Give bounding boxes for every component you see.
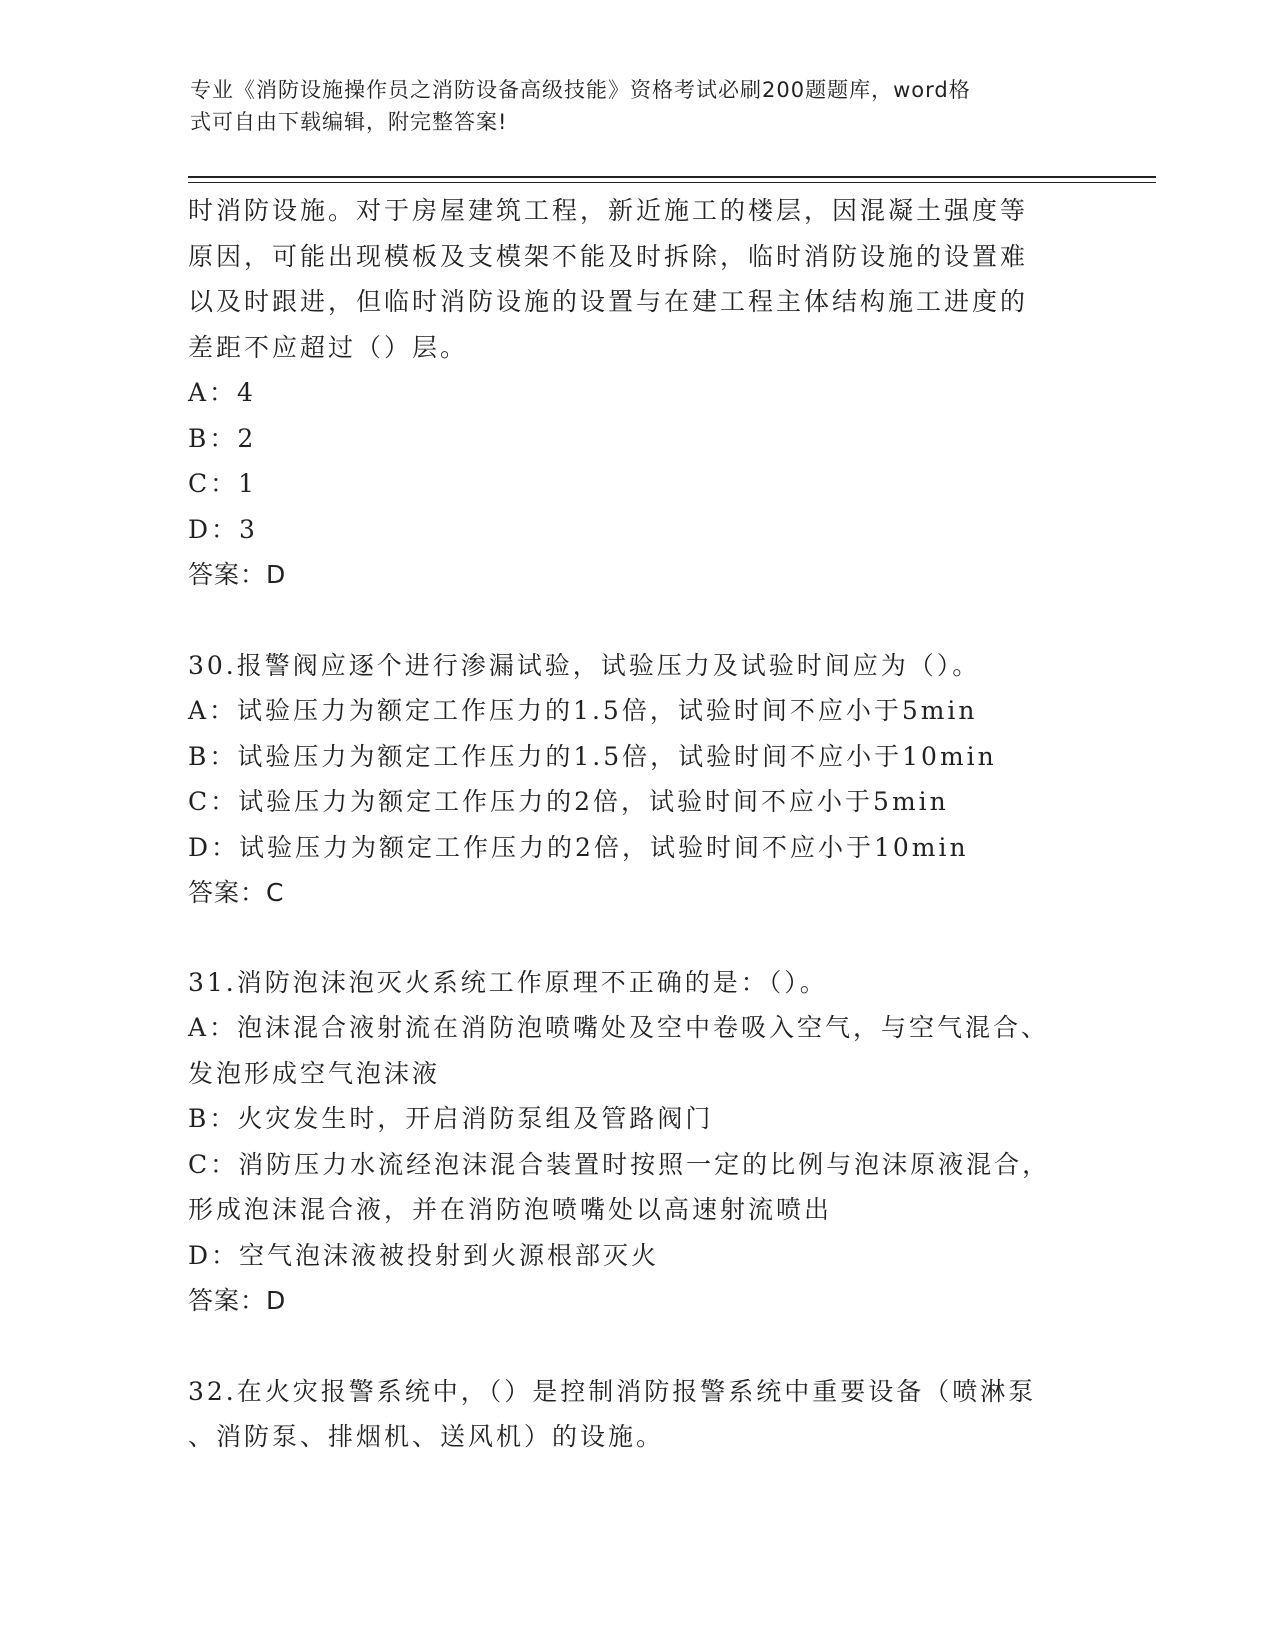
option-b: B：2 <box>188 423 257 453</box>
question-stem-line: 时消防设施。对于房屋建筑工程，新近施工的楼层，因混凝土强度等 <box>188 196 1029 225</box>
question-stem-line: 以及时跟进，但临时消防设施的设置与在建工程主体结构施工进度的 <box>188 287 1029 316</box>
option-a: A：泡沫混合液射流在消防泡喷嘴处及空中卷吸入空气，与空气混合、 <box>188 1013 1050 1042</box>
question-31 <box>188 960 1088 1324</box>
option-d: D：试验压力为额定工作压力的2倍，试验时间不应小于10min <box>188 832 969 862</box>
option-b: B：火灾发生时，开启消防泵组及管路阀门 <box>188 1104 714 1133</box>
option-c-continued: 形成泡沫混合液，并在消防泡喷嘴处以高速射流喷出 <box>188 1195 833 1224</box>
question-29 <box>188 188 1088 598</box>
question-list <box>188 188 1088 1460</box>
question-stem-line: 31.消防泡沫泡灭火系统工作原理不正确的是：（）。 <box>188 967 828 997</box>
option-b: B：试验压力为额定工作压力的1.5倍，试验时间不应小于10min <box>188 741 997 771</box>
header-line-1: 专业《消防设施操作员之消防设备高级技能》资格考试必刷200题题库，word格 <box>190 78 971 102</box>
question-30 <box>188 643 1088 916</box>
question-32 <box>188 1369 1088 1460</box>
header-line-2: 式可自由下载编辑，附完整答案! <box>190 110 508 134</box>
question-stem-line: 差距不应超过（）层。 <box>188 332 469 362</box>
option-a: A：试验压力为额定工作压力的1.5倍，试验时间不应小于5min <box>188 696 978 725</box>
option-a-continued: 发泡形成空气泡沫液 <box>188 1058 441 1088</box>
question-stem-line: 原因，可能出现模板及支模架不能及时拆除，临时消防设施的设置难 <box>188 241 1029 271</box>
document-header <box>190 74 1070 138</box>
option-a: A：4 <box>188 378 256 407</box>
question-stem-line: 、消防泵、排烟机、送风机）的设施。 <box>188 1422 665 1451</box>
question-stem-line: 30.报警阀应逐个进行渗漏试验，试验压力及试验时间应为（）。 <box>188 650 981 680</box>
header-rule-thin <box>188 182 1156 183</box>
option-c: C：试验压力为额定工作压力的2倍，试验时间不应小于5min <box>188 787 949 816</box>
option-c: C：1 <box>188 469 258 498</box>
question-stem-line: 32.在火灾报警系统中，（）是控制消防报警系统中重要设备（喷淋泵 <box>188 1376 1037 1406</box>
option-d: D：3 <box>188 514 258 544</box>
header-rule-thick <box>188 176 1156 178</box>
option-c: C：消防压力水流经泡沫混合装置时按照一定的比例与泡沫原液混合， <box>188 1149 1051 1179</box>
answer-line: 答案：C <box>188 878 285 907</box>
answer-line: 答案：D <box>188 1286 287 1315</box>
answer-line: 答案：D <box>188 560 287 589</box>
option-d: D：空气泡沫液被投射到火源根部灭火 <box>188 1240 660 1270</box>
